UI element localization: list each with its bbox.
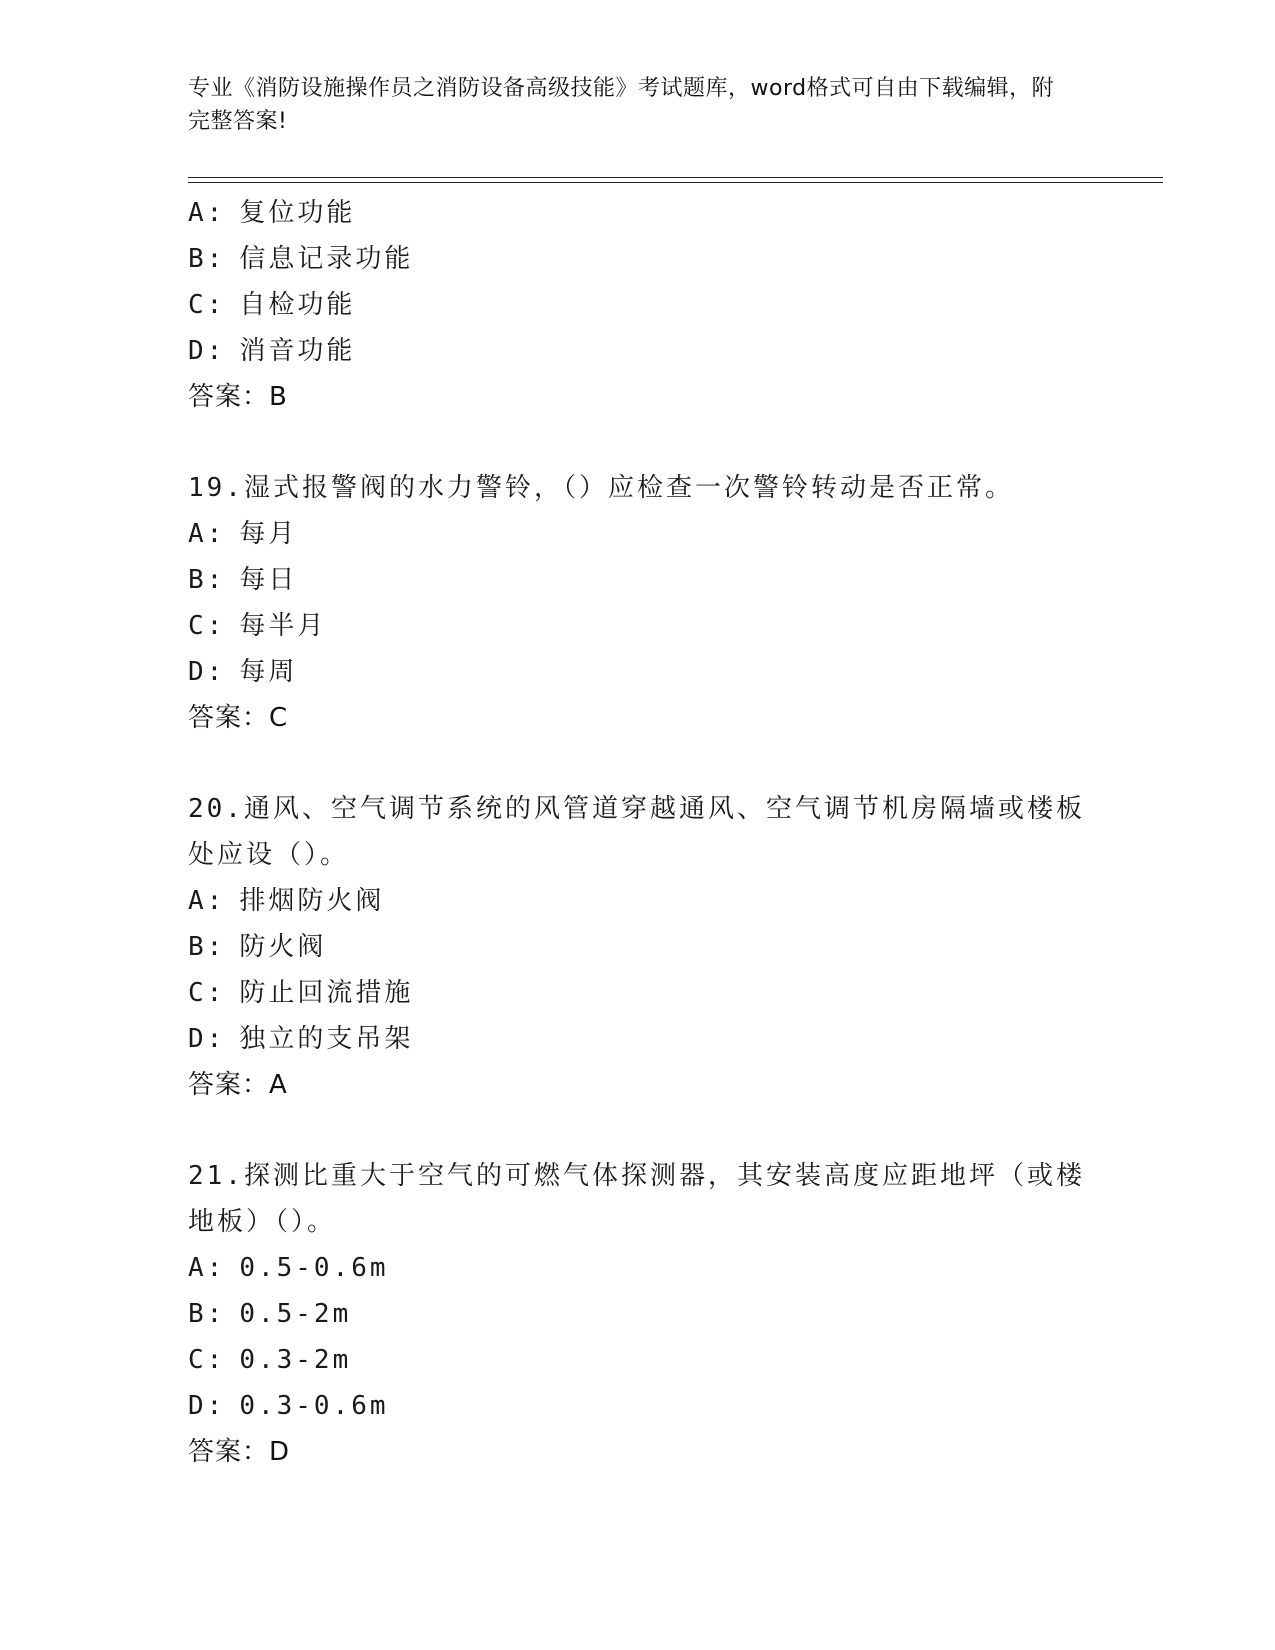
option-text: 0.5-2m <box>239 1299 352 1329</box>
option-b <box>188 1291 1088 1337</box>
question-stem: 19.湿式报警阀的水力警铃，（）应检查一次警铃转动是否正常。 <box>188 473 1014 503</box>
header-note: 专业《消防设施操作员之消防设备高级技能》考试题库，word格式可自由下载编辑，附完整答案! <box>188 76 1055 134</box>
option-c <box>188 1337 1088 1383</box>
option-key: A: <box>188 198 226 228</box>
option-key: D: <box>188 336 226 366</box>
question-stem: 21.探测比重大于空气的可燃气体探测器，其安装高度应距地坪（或楼地板）（）。 <box>188 1161 1085 1237</box>
option-text: 信息记录功能 <box>239 244 414 274</box>
option-text: 每半月 <box>239 611 327 641</box>
question-block-21 <box>188 1153 1088 1475</box>
option-text: 每日 <box>239 565 298 595</box>
option-key: B: <box>188 1299 226 1329</box>
option-key: A: <box>188 886 226 916</box>
option-key: C: <box>188 611 226 641</box>
option-b <box>188 557 1088 603</box>
option-d <box>188 1383 1088 1429</box>
option-d <box>188 1016 1088 1062</box>
option-text: 每周 <box>239 657 298 687</box>
answer-line: 答案：A <box>188 1070 288 1100</box>
option-c <box>188 970 1088 1016</box>
option-key: B: <box>188 244 226 274</box>
option-key: B: <box>188 565 226 595</box>
option-text: 0.5-0.6m <box>239 1253 389 1283</box>
answer-line: 答案：B <box>188 382 288 412</box>
option-text: 每月 <box>239 519 298 549</box>
header-divider-top <box>188 177 1163 178</box>
option-text: 自检功能 <box>239 290 356 320</box>
question-block-19 <box>188 465 1088 741</box>
header-divider-bottom <box>188 182 1163 183</box>
option-key: C: <box>188 1345 226 1375</box>
option-d <box>188 649 1088 695</box>
question-block-continued <box>188 190 1088 420</box>
option-text: 防止回流措施 <box>239 978 414 1008</box>
option-text: 消音功能 <box>239 336 356 366</box>
option-a <box>188 190 1088 236</box>
option-a <box>188 878 1088 924</box>
option-text: 防火阀 <box>239 932 327 962</box>
option-key: D: <box>188 1024 226 1054</box>
option-text: 0.3-0.6m <box>239 1391 389 1421</box>
option-key: B: <box>188 932 226 962</box>
question-list <box>188 190 1088 1475</box>
option-c <box>188 282 1088 328</box>
option-d <box>188 328 1088 374</box>
option-key: C: <box>188 978 226 1008</box>
option-text: 独立的支吊架 <box>239 1024 414 1054</box>
option-a <box>188 1245 1088 1291</box>
option-key: A: <box>188 1253 226 1283</box>
option-b <box>188 924 1088 970</box>
question-stem: 20.通风、空气调节系统的风管道穿越通风、空气调节机房隔墙或楼板处应设（）。 <box>188 794 1085 870</box>
option-a <box>188 511 1088 557</box>
option-b <box>188 236 1088 282</box>
option-text: 排烟防火阀 <box>239 886 385 916</box>
option-c <box>188 603 1088 649</box>
answer-line: 答案：D <box>188 1437 291 1467</box>
option-key: D: <box>188 657 226 687</box>
option-key: D: <box>188 1391 226 1421</box>
option-text: 0.3-2m <box>239 1345 352 1375</box>
question-block-20 <box>188 786 1088 1108</box>
option-key: C: <box>188 290 226 320</box>
option-text: 复位功能 <box>239 198 356 228</box>
option-key: A: <box>188 519 226 549</box>
answer-line: 答案：C <box>188 703 289 733</box>
